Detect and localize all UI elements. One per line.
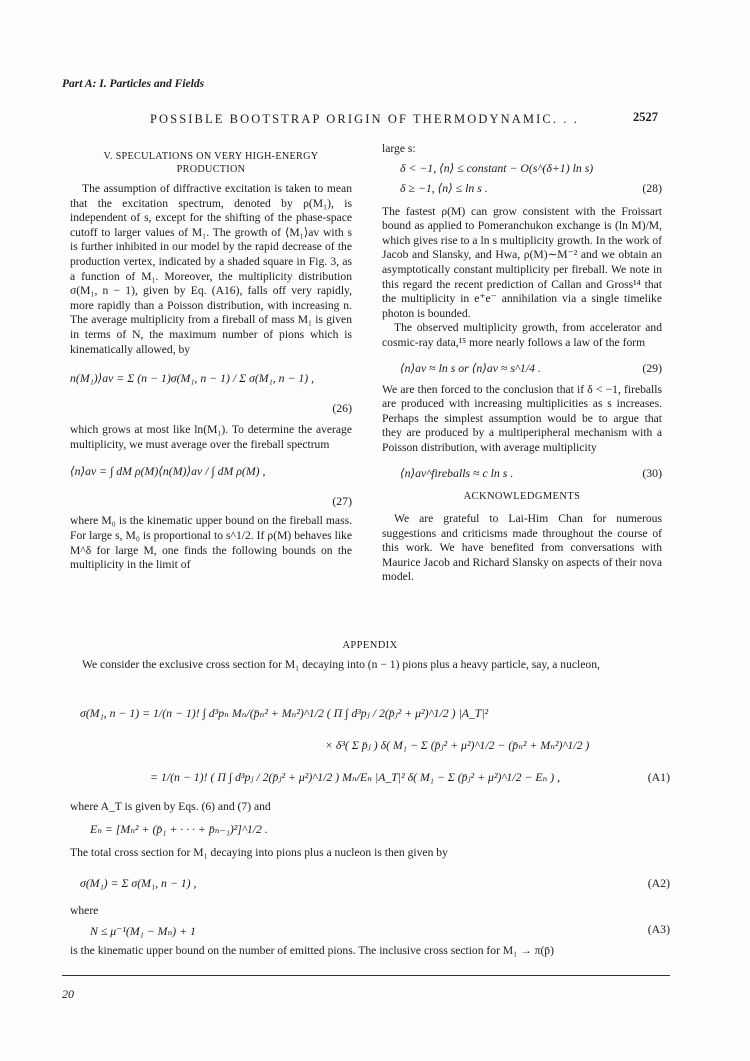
equation-a1-line-2: × δ³( Σ p̄ⱼ ) δ( M₁ − Σ (p̄ⱼ² + μ²)^1/2 − (p̄ₙ² + Mₙ²)^1/2 ): [325, 738, 590, 752]
where-text: where: [70, 904, 99, 917]
appendix-intro: [70, 658, 670, 673]
equation-26: [70, 371, 352, 415]
equation-29: [382, 361, 662, 383]
appendix-intro-text: We consider the exclusive cross section for M₁ decaying into (n − 1) pions plus a heavy particle, say, a nucleon,: [82, 658, 600, 671]
left-column: [70, 150, 352, 573]
paragraph-observed: The observed multiplicity growth, from accelerator and cosmic-ray data,¹⁵ more nearly follows a law of the form: [382, 321, 662, 349]
equation-a1-line-3: = 1/(n − 1)! ( Π ∫ d³pⱼ / 2(p̄ⱼ² + μ²)^1/2 ) Mₙ/Eₙ |A_T|² δ( M₁ − Σ (p̄ⱼ² + μ²)^1/2 − Eₙ ) ,: [150, 770, 561, 784]
equation-29-body: ⟨n⟩av ≈ ln s or ⟨n⟩av ≈ s^1/4 .: [400, 360, 541, 375]
page-title: POSSIBLE BOOTSTRAP ORIGIN OF THERMODYNAMIC. . .: [150, 112, 579, 126]
equation-30: [382, 466, 662, 488]
equation-28-number: (28): [642, 180, 662, 195]
paragraph-kinematic: where M₀ is the kinematic upper bound on the fireball mass. For large s, M₀ is proportional to s^1/2. If ρ(M) behaves like M^δ for large M, one finds the following bounds on the multiplicity in the limit of: [70, 514, 352, 572]
equation-26-number: (26): [332, 401, 352, 416]
equation-a2: σ(M₁) = Σ σ(M₁, n − 1) ,: [80, 876, 197, 890]
paragraph-conclusion: We are then forced to the conclusion that if δ < −1, fireballs are produced with increasing multiplicities as s increases. Perhaps the simplest assumption would be to argue that they are produced by a multiperipheral mechanism with a Poisson distribution, with average multiplicity: [382, 382, 662, 454]
kinematic-bound-text: is the kinematic upper bound on the number of emitted pions. The inclusive cross section for M₁ → π(p̄): [70, 944, 554, 957]
section-heading-line-1: V. SPECULATIONS ON VERY HIGH-ENERGY: [103, 151, 319, 162]
equation-30-body: ⟨n⟩av^fireballs ≈ c ln s .: [400, 465, 514, 480]
equation-a3-number: (A3): [647, 922, 670, 936]
footer-page-number: 20: [62, 987, 74, 1001]
paragraph-fireball: which grows at most like ln(M₁). To determine the average multiplicity, we must average over the fireball spectrum: [70, 423, 352, 451]
section-heading-line-2: PRODUCTION: [176, 164, 246, 175]
page-number: 2527: [633, 110, 658, 124]
equation-29-number: (29): [642, 360, 662, 375]
footer-rule: [62, 975, 670, 976]
equation-26-body: n(M₁)⟩av = Σ (n − 1)σ(M₁, n − 1) / Σ σ(M₁, n − 1) ,: [70, 371, 315, 386]
running-head: Part A: I. Particles and Fields: [62, 78, 205, 90]
equation-28-line-1: δ < −1, ⟨n⟩ ≤ constant − O(s^(δ+1) ln s): [400, 160, 594, 175]
total-cross-section-text: The total cross section for M₁ decaying into pions plus a nucleon is then given by: [70, 846, 448, 859]
equation-28-line-2: δ ≥ −1, ⟨n⟩ ≤ ln s .: [400, 181, 488, 196]
appendix-heading: APPENDIX: [342, 640, 398, 651]
section-heading: [70, 150, 352, 176]
equation-a1-line-1: σ(M₁, n − 1) = 1/(n − 1)! ∫ d³pₙ Mₙ/(p̄ₙ² + Mₙ²)^1/2 ( Π ∫ d³pⱼ / 2(p̄ⱼ² + μ²)^1/2 ) |A_T|²: [80, 706, 489, 720]
where-at-text: where A_T is given by Eqs. (6) and (7) and: [70, 800, 271, 813]
equation-27: [70, 464, 352, 508]
paragraph-froissart: The fastest ρ(M) can grow consistent with the Froissart bound as applied to Pomeranchukon exchange is (ln M)/M, which gives rise to a ln s multiplicity growth. In the work of Jacob and Slansky, and Hwa, ρ(M)∼M⁻² and we obtain an asymptotically constant multiplicity per fireball. We note in this regard the recent prediction of Callan and Gross¹⁴ that the multiplicity in e⁺e⁻ annihilation via a single timelike photon is bounded.: [382, 204, 662, 320]
equation-30-number: (30): [642, 465, 662, 480]
right-column: [382, 142, 662, 585]
equation-a3: N ≤ μ⁻¹(M₁ − Mₙ) + 1: [90, 924, 196, 938]
equation-28: [382, 161, 662, 199]
energy-definition: Eₙ = [Mₙ² + (p̄₁ + · · · + p̄ₙ₋₁)²]^1/2 .: [90, 822, 268, 836]
acknowledgments-text: We are grateful to Lai-Him Chan for numerous suggestions and criticisms made throughout the course of this work. We have benefited from conversations with Maurice Jacob and Richard Slansky on aspects of their nova model.: [382, 512, 662, 584]
paragraph-diffractive: The assumption of diffractive excitation is taken to mean that the excitation spectrum, denoted by ρ(M₁), is independent of s, except for the shifting of the phase-space cutoff to larger values of M₁. The growth of ⟨M₁⟩av with s is further inhibited in our model by the rapid decrease of the production vertex, indicated by a shaded square in Fig. 3, as a function of M₁. Moreover, the multiplicity distribution σ(M₁, n − 1), given by Eq. (A16), falls off very rapidly, more rapidly than a Poisson distribution, with increasing n. The average multiplicity from a fireball of mass M₁ is given in terms of N, the maximum number of pions which is kinematically allowed, by: [70, 182, 352, 356]
equation-a1-number: (A1): [647, 770, 670, 784]
equation-27-body: ⟨n⟩av = ∫ dM ρ(M)⟨n(M)⟩av / ∫ dM ρ(M) ,: [70, 464, 266, 479]
acknowledgments-heading: ACKNOWLEDGMENTS: [463, 490, 581, 502]
equation-27-number: (27): [332, 494, 352, 509]
equation-a2-number: (A2): [647, 876, 670, 890]
large-s-lead: large s:: [382, 142, 416, 155]
